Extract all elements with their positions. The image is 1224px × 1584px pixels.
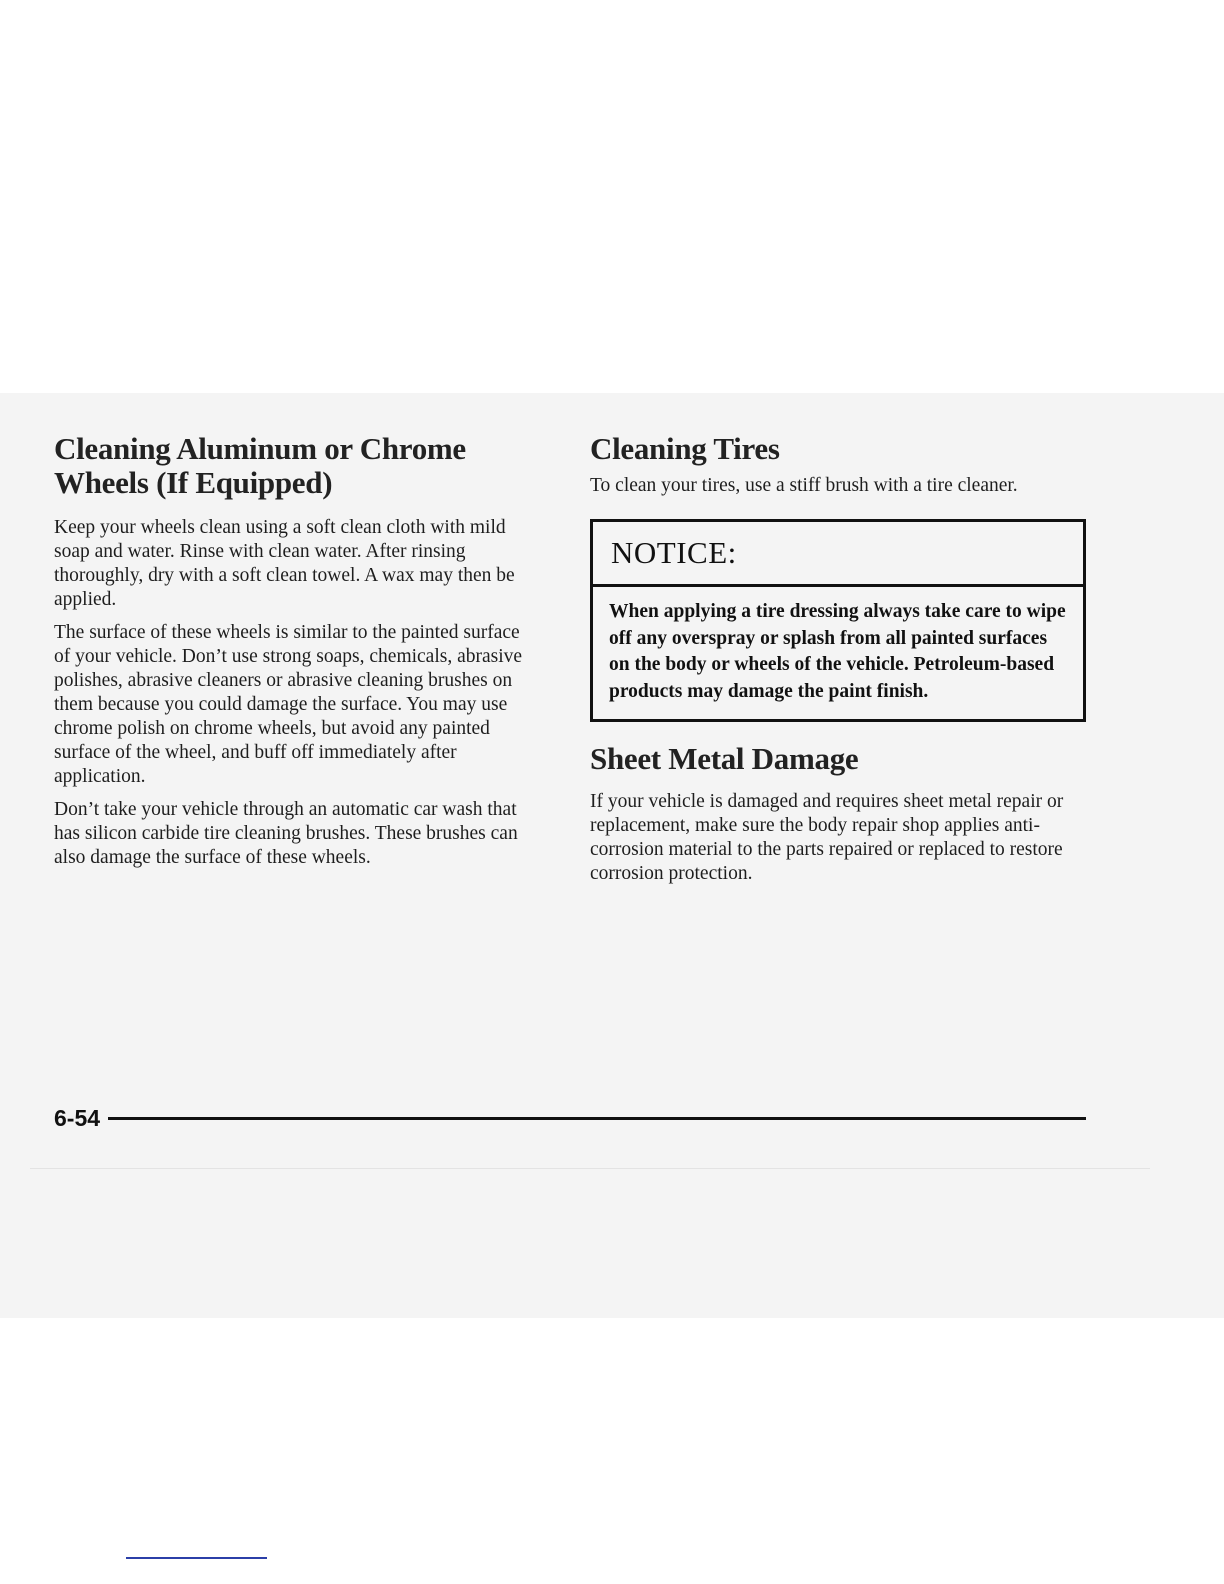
- sheet-metal-section-title: Sheet Metal Damage: [590, 741, 859, 776]
- scan-divider: [30, 1168, 1150, 1169]
- bottom-link-underline[interactable]: [126, 1557, 267, 1559]
- wheels-paragraph-2: The surface of these wheels is similar to the painted surface of your vehicle. Don’t use strong soaps, chemicals, abrasive polishes, abrasive cleaners or abrasive cleaning brushes on them because you could damage the surface. You may use chrome polish on chrome wheels, but avoid any painted surface of the wheel, and buff off immediately after application.: [54, 622, 523, 787]
- page-number: 6-54: [54, 1104, 101, 1131]
- tires-section-title: Cleaning Tires: [590, 431, 780, 466]
- notice-body: When applying a tire dressing always take care to wipe off any overspray or splash from all painted surfaces on the body or wheels of the vehicle. Petroleum-based products may damage the paint finish.: [609, 601, 1066, 702]
- notice-heading: NOTICE:: [593, 522, 1083, 587]
- left-column: [54, 432, 538, 879]
- tires-paragraph: To clean your tires, use a stiff brush with a tire cleaner.: [590, 475, 1018, 496]
- wheels-paragraph-1: Keep your wheels clean using a soft clean cloth with mild soap and water. Rinse with clean water. After rinsing thoroughly, dry with a soft clean towel. A wax may then be applied.: [54, 517, 515, 610]
- footer-rule: [108, 1117, 1086, 1120]
- right-column: [590, 432, 1090, 886]
- notice-box: [590, 519, 1086, 722]
- wheels-section-title: Cleaning Aluminum or Chrome Wheels (If Equipped): [54, 431, 466, 500]
- page-footer: [54, 1103, 1086, 1133]
- wheels-paragraph-3: Don’t take your vehicle through an automatic car wash that has silicon carbide tire cleaning brushes. These brushes can also damage the surface of these wheels.: [54, 799, 518, 868]
- sheet-metal-paragraph: If your vehicle is damaged and requires sheet metal repair or replacement, make sure the body repair shop applies anti-corrosion material to the parts repaired or replaced to restore corrosion protection.: [590, 791, 1064, 884]
